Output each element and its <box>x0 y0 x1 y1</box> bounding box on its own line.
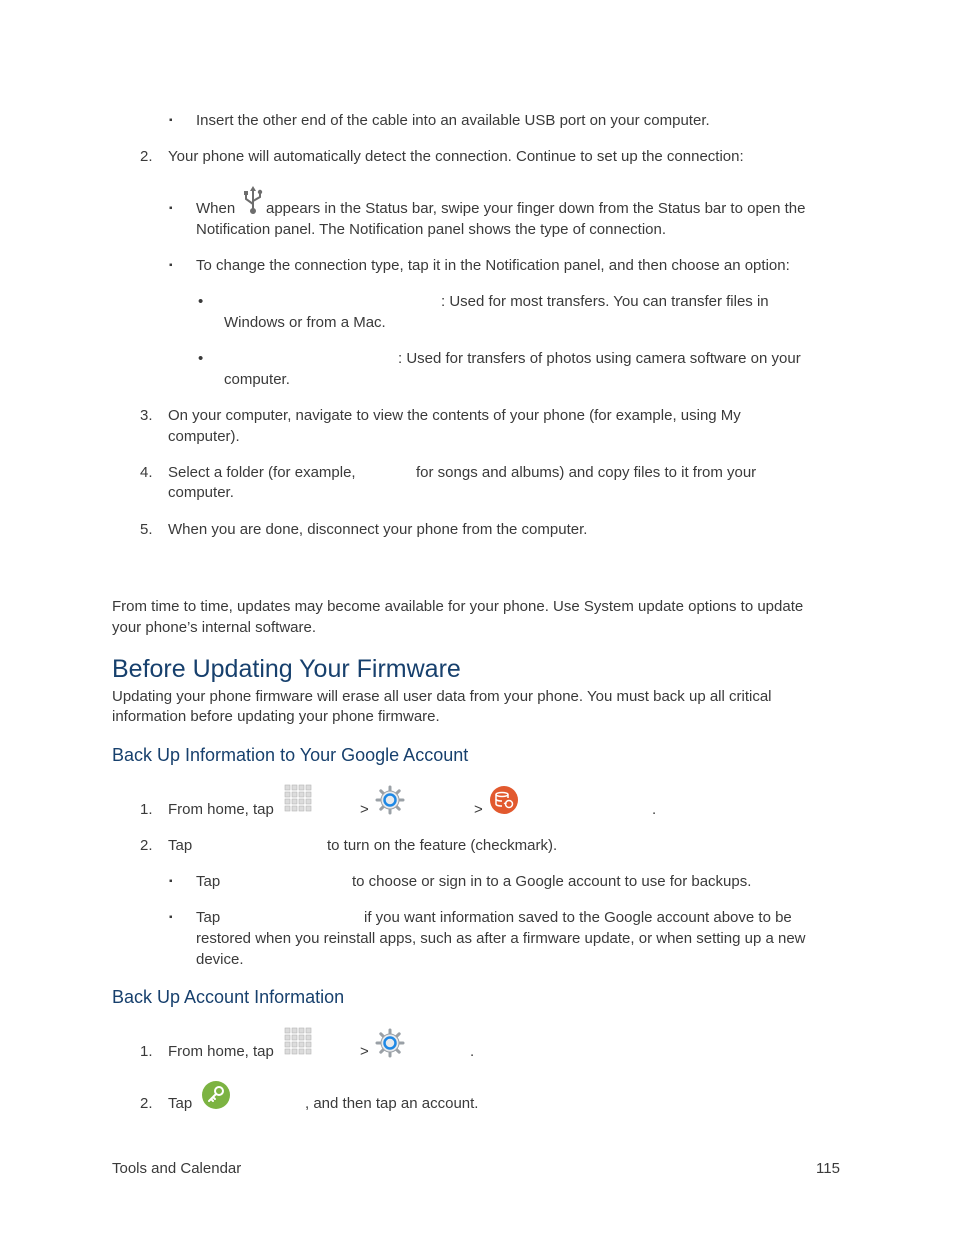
bullet-marker: ▪ <box>169 912 173 923</box>
change-connection-type-text: To change the connection type, tap it in the Notification panel, and then choose an option: <box>196 257 790 274</box>
step-disconnect: When you are done, disconnect your phone from the computer. <box>168 521 588 538</box>
tap-label: Tap <box>196 873 221 890</box>
step-detect-connection: Your phone will automatically detect the connection. Continue to set up the connection: <box>168 148 744 165</box>
apps-grid-icon <box>284 1027 314 1057</box>
step-select-folder: Select a folder (for example, <box>168 464 356 481</box>
backup-reset-icon <box>489 785 519 815</box>
step-number: 3. <box>140 407 153 424</box>
section-paragraph-cont: information before updating your phone firmware. <box>112 708 440 725</box>
separator-gt: > <box>360 801 369 818</box>
section-paragraph: Updating your phone firmware will erase all user data from your phone. You must back up all critical <box>112 688 772 705</box>
option-media-device-desc: : Used for most transfers. You can transfer files in <box>441 293 769 310</box>
apps-grid-icon <box>284 784 314 814</box>
step-navigate-contents-cont: computer). <box>168 428 240 445</box>
restore-info-text: if you want information saved to the Google account above to be <box>364 909 792 926</box>
footer-chapter-title: Tools and Calendar <box>112 1160 242 1177</box>
step-number: 2. <box>140 1095 153 1112</box>
usb-status-bar-text: appears in the Status bar, swipe your finger down from the Status bar to open the <box>266 200 806 217</box>
turn-on-feature-text: to turn on the feature (checkmark). <box>327 837 558 854</box>
option-camera-desc: : Used for transfers of photos using camera software on your <box>398 350 801 367</box>
usb-when-label: When <box>196 200 236 217</box>
usb-step-insert-cable: Insert the other end of the cable into an available USB port on your computer. <box>196 112 710 129</box>
bullet-marker: ▪ <box>169 260 173 271</box>
restore-info-text-cont: device. <box>196 951 244 968</box>
step-navigate-contents: On your computer, navigate to view the contents of your phone (for example, using My <box>168 407 741 424</box>
intro-paragraph-cont: your phone’s internal software. <box>112 619 317 636</box>
step-select-folder-cont: computer. <box>168 484 234 501</box>
tap-account-text: , and then tap an account. <box>305 1095 479 1112</box>
tap-label: Tap <box>168 837 193 854</box>
restore-info-text-cont: restored when you reinstall apps, such as after a firmware update, or when setting up a new <box>196 930 806 947</box>
bullet-marker: ▪ <box>169 876 173 887</box>
separator-gt: > <box>360 1043 369 1060</box>
bullet-marker: ▪ <box>169 203 173 214</box>
step-select-folder-post: for songs and albums) and copy files to it from your <box>416 464 757 481</box>
subheading-account-backup: Back Up Account Information <box>112 987 345 1007</box>
settings-gear-icon <box>375 1028 405 1058</box>
step-period: . <box>470 1043 475 1060</box>
option-media-device-desc-cont: Windows or from a Mac. <box>224 314 386 331</box>
tap-label: Tap <box>168 1095 193 1112</box>
from-home-tap-text: From home, tap <box>168 1043 274 1060</box>
step-period: . <box>652 801 657 818</box>
bullet-marker: ▪ <box>169 115 173 126</box>
section-heading: Before Updating Your Firmware <box>112 655 461 683</box>
intro-paragraph: From time to time, updates may become available for your phone. Use System update options to update <box>112 598 804 615</box>
tap-label: Tap <box>196 909 221 926</box>
step-number: 5. <box>140 521 153 538</box>
choose-account-text: to choose or sign in to a Google account to use for backups. <box>352 873 752 890</box>
accounts-key-icon <box>201 1080 231 1110</box>
option-camera-desc-cont: computer. <box>224 371 290 388</box>
from-home-tap-text: From home, tap <box>168 801 274 818</box>
usb-icon <box>242 184 264 216</box>
separator-gt: > <box>474 801 483 818</box>
dot-marker: • <box>198 350 204 367</box>
step-number: 1. <box>140 801 153 818</box>
settings-gear-icon <box>375 785 405 815</box>
step-number: 2. <box>140 148 153 165</box>
dot-marker: • <box>198 293 204 310</box>
step-number: 1. <box>140 1043 153 1060</box>
usb-notification-text: Notification panel. The Notification panel shows the type of connection. <box>196 221 667 238</box>
page-number: 115 <box>816 1160 840 1177</box>
step-number: 2. <box>140 837 153 854</box>
step-number: 4. <box>140 464 153 481</box>
subheading-google-backup: Back Up Information to Your Google Account <box>112 745 469 765</box>
